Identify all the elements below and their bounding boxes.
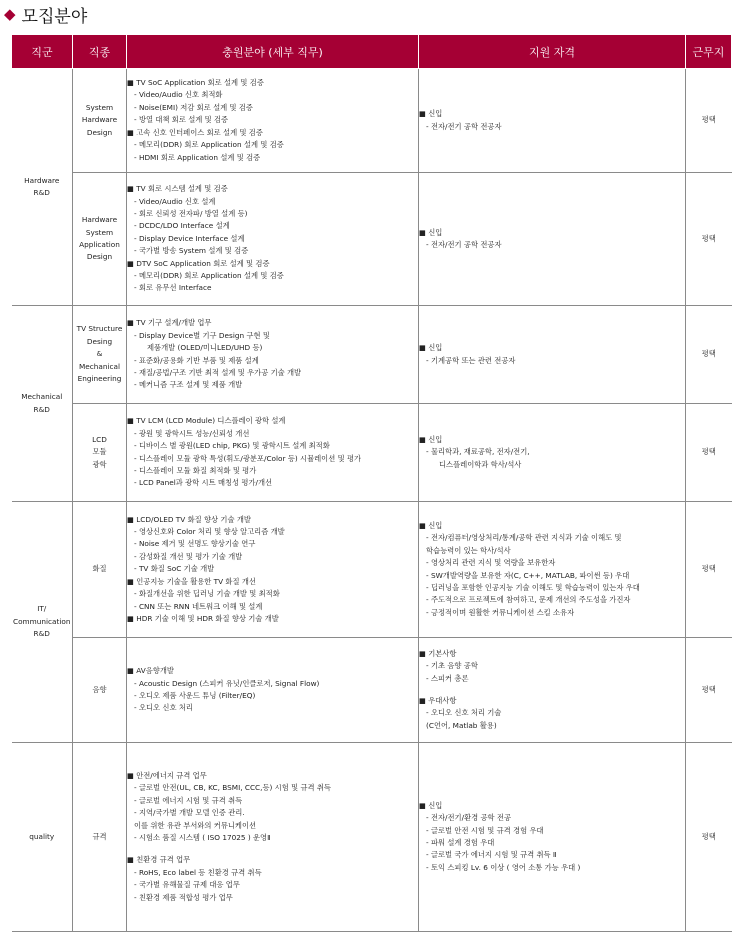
job-type-line: LCD <box>92 434 107 444</box>
duty-line: - 디스플레이 모듈 광학 특성(휘도/광분포/Color 등) 시뮬레이션 및 평가 <box>134 453 362 463</box>
duty-line: - 메모리(DDR) 회로 Application 설계 및 검증 <box>134 140 284 150</box>
qualification-line: ■ 우대사항 <box>419 696 457 705</box>
qualification-cell <box>419 502 686 638</box>
duty-line: - Display Device Interface 설계 <box>134 233 245 243</box>
job-type-cell <box>73 404 127 502</box>
location-cell: 평택 <box>686 173 732 306</box>
qualification-line: ■ 기본사항 <box>419 648 457 658</box>
qualification-line: ■ 신입 <box>419 434 443 444</box>
duty-line: ■ DTV SoC Application 회로 설계 및 검증 <box>127 258 270 268</box>
group-label-line: quality <box>29 831 55 841</box>
duty-line: - 지역/국가별 개발 모델 인증 관리. <box>134 808 245 818</box>
job-type-line: TV Structure <box>76 324 123 334</box>
duty-line: - 영상신호와 Color 처리 및 향상 알고리즘 개발 <box>134 527 285 537</box>
spacer <box>127 844 418 854</box>
job-type-line: Design <box>86 252 113 262</box>
table-row <box>12 306 732 404</box>
header-group: 직군 <box>12 35 73 69</box>
duty-line: - 표준화/공용화 기반 부품 및 제품 설계 <box>134 355 259 365</box>
duty-line: - 국가별 방송 System 설계 및 검증 <box>134 246 249 256</box>
header-type: 직종 <box>73 35 127 69</box>
location-cell: 평택 <box>686 743 732 932</box>
section-title: 모집분야 <box>21 6 88 27</box>
qualification-cell <box>419 306 686 404</box>
duty-line: ■ 안전/에너지 규격 업무 <box>127 770 207 780</box>
duty-line: ■ AV음향개발 <box>127 666 174 676</box>
duty-line: - Noise 제거 및 선명도 향상기술 연구 <box>134 539 256 549</box>
duty-line: ■ TV 회로 시스템 설계 및 검증 <box>127 184 228 194</box>
duty-line: - 메커니즘 구조 설계 및 제품 개발 <box>134 380 243 390</box>
job-type-line: System <box>85 102 114 112</box>
group-cell <box>12 743 73 932</box>
duty-cell <box>127 638 419 743</box>
qualification-line: (C언어, Matlab 활용) <box>426 720 497 730</box>
location-cell: 평택 <box>686 69 732 173</box>
header-qualification: 지원 자격 <box>419 35 686 69</box>
duty-cell <box>127 306 419 404</box>
table-row <box>12 173 732 306</box>
job-type-line: 모듈 <box>92 447 107 457</box>
location-cell: 평택 <box>686 306 732 404</box>
duty-line: - 디스플레이 모듈 화질 최적화 및 평가 <box>134 465 257 475</box>
qualification-line: - 물리학과, 재료공학, 전자/전기, <box>426 447 530 457</box>
duty-cell <box>127 743 419 932</box>
qualification-line: ■ 신입 <box>419 343 443 353</box>
job-type-line: Engineering <box>77 374 122 384</box>
location-cell: 평택 <box>686 638 732 743</box>
qualification-line: - 글로벌 안전 시험 및 규격 경험 우대 <box>426 825 544 835</box>
qualification-line: 디스플레이학과 학사/석사 <box>439 459 522 469</box>
duty-line: - 방열 대책 회로 설계 및 검증 <box>134 115 229 125</box>
qualification-cell <box>419 69 686 173</box>
duty-line: ■ TV 기구 설계/개발 업무 <box>127 318 212 328</box>
group-label-line: R&D <box>33 629 50 639</box>
recruitment-table <box>11 34 732 932</box>
duty-line: - 오디오 제품 사운드 튜닝 (Filter/EQ) <box>134 691 256 700</box>
duty-line: - Display Device별 기구 Design 구현 및 <box>134 330 270 340</box>
duty-line: 이를 위한 유관 부서와의 커뮤니케이션 <box>134 820 257 830</box>
job-type-line: Hardware <box>81 215 118 225</box>
job-type-line: 광학 <box>92 459 107 469</box>
qualification-line: ■ 신입 <box>419 520 443 530</box>
duty-line: - HDMI 회로 Application 설계 및 검증 <box>134 152 261 162</box>
duty-line: 제품개발 (OLED/미니LED/UHD 등) <box>147 343 263 353</box>
job-type-line: Application <box>79 240 120 249</box>
qualification-line: - 토익 스피킹 Lv. 6 이상 ( 영어 소통 가능 우대 ) <box>426 862 581 872</box>
job-type-line: 화질 <box>92 564 107 574</box>
duty-cell <box>127 404 419 502</box>
qualification-line: - SW개발역량을 보유한 자(C, C++, MATLAB, 파이썬 등) 우대 <box>426 570 630 580</box>
table-row <box>12 502 732 638</box>
job-type-line: Design <box>86 127 113 137</box>
duty-line: - 회로 신뢰성 전자파/ 방열 설계 등) <box>134 208 248 218</box>
duty-line: - Video/Audio 신호 설계 <box>134 196 216 206</box>
duty-line: ■ HDR 기술 이해 및 HDR 화질 향상 기술 개발 <box>127 613 279 623</box>
job-type-line: Desing <box>86 336 113 346</box>
qualification-line: - 전자/전기 공학 전공자 <box>426 121 502 131</box>
spacer <box>419 685 685 695</box>
qualification-cell <box>419 743 686 932</box>
qualification-line: - 파워 설계 경험 우대 <box>426 838 495 847</box>
duty-line: - Video/Audio 신호 최적화 <box>134 90 223 100</box>
qualification-line: ■ 신입 <box>419 800 443 810</box>
qualification-cell <box>419 173 686 306</box>
qualification-line: - 딥러닝을 포함한 인공지능 기술 이해도 및 학습능력이 있는자 우대 <box>426 582 640 592</box>
duty-cell <box>127 502 419 638</box>
duty-line: - DCDC/LDO Interface 설계 <box>134 221 230 231</box>
group-cell <box>12 69 73 306</box>
group-label-line: Mechanical <box>21 392 63 402</box>
group-label-line: Communication <box>12 616 71 626</box>
duty-line: ■ 인공지능 기술을 활용한 TV 화질 개선 <box>127 576 256 586</box>
duty-line: - CNN 또는 RNN 네트워크 이해 및 설계 <box>134 601 263 611</box>
duty-line: ■ 고속 신호 인터페이스 회로 설계 및 검증 <box>127 127 263 137</box>
job-type-cell <box>73 69 127 173</box>
job-type-line: 규격 <box>92 831 107 841</box>
qualification-line: - 전자/전기/환경 공학 전공 <box>426 813 511 823</box>
qualification-line: - 주도적으로 프로젝트에 참여하고, 문제 개선의 주도성을 가진자 <box>426 595 631 605</box>
job-type-cell <box>73 638 127 743</box>
qualification-line: - 스피커 총론 <box>426 673 469 683</box>
duty-line: ■ TV SoC Application 회로 설계 및 검증 <box>127 78 264 88</box>
duty-line: - 감성화질 개선 및 평가 기술 개발 <box>134 551 243 561</box>
job-type-cell <box>73 502 127 638</box>
duty-line: - 시험소 품질 시스템 ( ISO 17025 ) 운영Ⅱ <box>134 833 271 842</box>
duty-line: - 글로벌 에너지 시험 및 규격 취득 <box>134 795 243 805</box>
group-label-line: Hardware <box>24 175 60 185</box>
qualification-line: - 영상처리 관련 지식 및 역량을 보유한자 <box>426 558 556 568</box>
table-row <box>12 743 732 932</box>
job-type-line: 음향 <box>92 684 107 694</box>
duty-line: - RoHS, Eco label 등 친환경 규격 취득 <box>134 867 262 877</box>
duty-cell <box>127 69 419 173</box>
qualification-cell <box>419 638 686 743</box>
group-cell <box>12 502 73 743</box>
job-type-cell <box>73 743 127 932</box>
table-row <box>12 638 732 743</box>
job-type-cell <box>73 173 127 306</box>
duty-line: - 광원 및 광학시트 성능/신뢰성 개선 <box>134 428 250 438</box>
duty-line: - 회로 유무선 Interface <box>134 283 212 293</box>
qualification-line: - 긍정적이며 원활한 커뮤니케이션 스킬 소유자 <box>426 607 575 617</box>
diamond-bullet-icon: ◆ <box>4 5 16 23</box>
job-type-line: System <box>85 227 114 237</box>
qualification-line: - 오디오 신호 처리 기술 <box>426 708 502 718</box>
table-header-row <box>12 35 732 69</box>
duty-line: - 재질/공법/구조 기반 최적 설계 및 우가공 기술 개발 <box>134 367 302 377</box>
duty-line: ■ LCD/OLED TV 화질 향상 기술 개발 <box>127 514 251 524</box>
location-cell: 평택 <box>686 502 732 638</box>
section-heading <box>4 0 87 28</box>
duty-line: - 국가별 유해물질 규제 대응 업무 <box>134 880 240 890</box>
job-type-line: Mechanical <box>78 361 121 371</box>
job-type-line: & <box>96 349 103 359</box>
qualification-line: - 전자/컴퓨터/영상처리/통계/공학 관련 지식과 기술 이해도 및 <box>426 533 622 543</box>
header-duty: 충원분야 (세부 직무) <box>127 35 419 69</box>
duty-line: - Acoustic Design (스피커 유닛/인클로저, Signal Flow) <box>134 678 320 688</box>
qualification-line: 학습능력이 있는 학사/석사 <box>426 545 511 555</box>
qualification-line: - 전자/전기 공학 전공자 <box>426 240 502 249</box>
qualification-line: - 기계공학 또는 관련 전공자 <box>426 355 516 365</box>
group-cell <box>12 306 73 502</box>
table-row <box>12 404 732 502</box>
qualification-line: - 글로벌 국가 에너지 시험 및 규격 취득 Ⅱ <box>426 850 557 860</box>
duty-line: - 오디오 신호 처리 <box>134 703 193 713</box>
group-label-line: R&D <box>33 404 50 414</box>
duty-line: ■ TV LCM (LCD Module) 디스플레이 광학 설계 <box>127 416 286 426</box>
duty-line: ■ 친환경 규격 업무 <box>127 855 191 865</box>
table-row <box>12 69 732 173</box>
qualification-line: ■ 신입 <box>419 227 443 237</box>
duty-cell <box>127 173 419 306</box>
duty-line: - 친환경 제품 적합성 평가 업무 <box>134 892 233 902</box>
duty-line: - LCD Panel과 광학 시트 매칭성 평가/개선 <box>134 478 273 488</box>
job-type-cell <box>73 306 127 404</box>
qualification-line: ■ 신입 <box>419 109 443 119</box>
duty-line: - 글로벌 안전(UL, CB, KC, BSMI, CCC,등) 시험 및 규격 취득 <box>134 783 331 793</box>
group-label-line: IT/ <box>37 604 47 614</box>
duty-line: - 메모리(DDR) 회로 Application 설계 및 검증 <box>134 271 284 281</box>
duty-line: - Noise(EMI) 저감 회로 설계 및 검증 <box>134 102 253 112</box>
location-cell: 평택 <box>686 404 732 502</box>
qualification-cell <box>419 404 686 502</box>
duty-line: - 디바이스 별 광원(LED chip, PKG) 및 광학시트 설계 최적화 <box>134 441 330 451</box>
job-type-line: Hardware <box>81 115 118 125</box>
qualification-line: - 기초 음향 공학 <box>426 661 478 671</box>
header-location: 근무지 <box>686 35 732 69</box>
duty-line: - TV 화질 SoC 기술 개발 <box>134 564 215 574</box>
group-label-line: R&D <box>33 188 50 197</box>
duty-line: - 화질개선을 위한 딥러닝 기술 개발 및 최적화 <box>134 589 280 599</box>
